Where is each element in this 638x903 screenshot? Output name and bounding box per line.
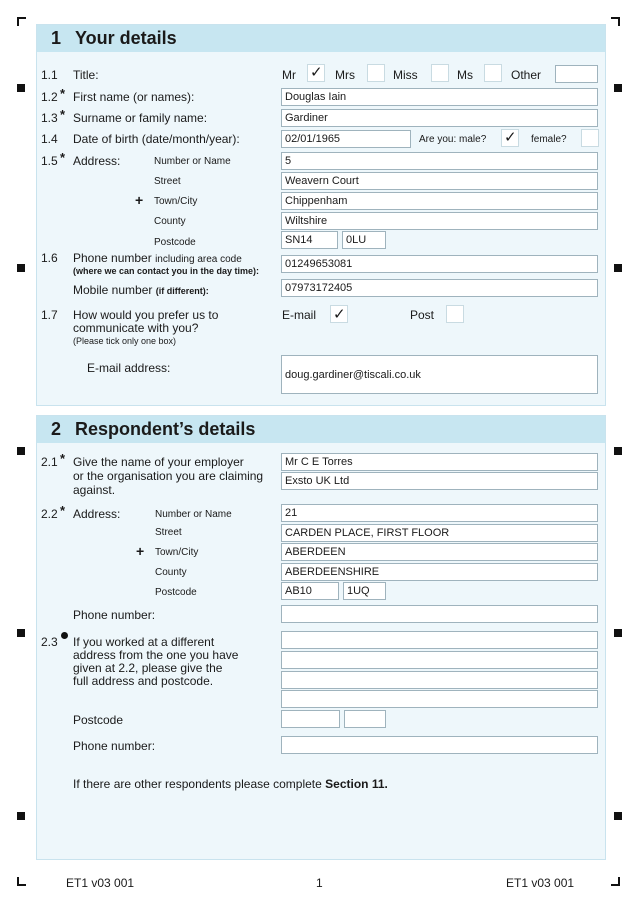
optional-bullet-icon [61,632,68,639]
question-number: 1.4 [41,132,58,146]
date-of-birth-field[interactable]: 02/01/1965 [281,130,411,148]
respondent-number-field[interactable]: 21 [281,504,598,522]
respondent-street-label: Street [155,527,182,538]
email-address-field[interactable]: doug.gardiner@tiscali.co.uk [281,355,598,394]
postcode-part2-field[interactable]: 0LU [342,231,386,249]
different-address-label-line2: address from the one you have [73,648,239,662]
email-option-label: E-mail [282,308,317,322]
plus-icon: + [136,543,145,559]
employer-name-field[interactable]: Mr C E Torres [281,453,598,471]
registration-mark [614,264,622,272]
respondent-postcode-part1-field[interactable]: AB10 [281,582,339,600]
employer-organisation-field[interactable]: Exsto UK Ltd [281,472,598,490]
gender-male-label: Are you: male? [419,134,487,145]
plus-icon: + [135,192,144,208]
crop-mark-top-left [17,17,26,26]
required-asterisk: * [60,150,66,165]
phone-field[interactable]: 01249653081 [281,255,598,273]
respondent-phone-field[interactable] [281,605,598,623]
communicate-note: (Please tick only one box) [73,336,177,346]
section-number: 1 [51,28,62,48]
registration-mark [614,84,622,92]
respondent-town-label: Town/City [155,547,199,558]
address-county-label: County [154,216,186,227]
respondent-postcode-label: Postcode [155,587,197,598]
respondent-address-label: Address: [73,507,121,521]
question-number: 1.3 [41,111,58,125]
registration-mark [17,264,25,272]
respondent-town-field[interactable]: ABERDEEN [281,543,598,561]
other-respondents-note: If there are other respondents please complete Section 11. [73,777,388,791]
registration-mark [17,447,25,455]
employer-label-line1: Give the name of your employer [73,455,244,469]
required-asterisk: * [60,503,66,518]
email-address-label: E-mail address: [87,361,171,375]
work-phone-field[interactable] [281,736,598,754]
title-ms-checkbox[interactable] [484,64,502,82]
different-address-label-line4: full address and postcode. [73,674,214,688]
work-address-line4-field[interactable] [281,690,598,708]
question-number: 1.6 [41,251,58,265]
employer-label-line3: against. [73,483,116,497]
title-option-miss: Miss [393,68,418,82]
section-number: 2 [51,419,62,439]
address-label: Address: [73,154,121,168]
address-number-field[interactable]: 5 [281,152,598,170]
title-miss-checkbox[interactable] [431,64,449,82]
first-name-field[interactable]: Douglas Iain [281,88,598,106]
page-number: 1 [316,876,323,890]
crop-mark-bottom-left [17,877,26,886]
title-option-mr: Mr [282,68,296,82]
work-postcode-label: Postcode [73,713,124,727]
different-address-label-line1: If you worked at a different [73,635,215,649]
required-asterisk: * [60,107,66,122]
first-name-label: First name (or names): [73,90,195,104]
address-town-field[interactable]: Chippenham [281,192,598,210]
mobile-field[interactable]: 07973172405 [281,279,598,297]
registration-mark [614,629,622,637]
work-postcode-part1-field[interactable] [281,710,340,728]
title-option-other: Other [511,68,542,82]
address-number-label: Number or Name [154,156,231,167]
communicate-label-line1: How would you prefer us to [73,308,219,322]
question-number: 1.1 [41,68,58,82]
registration-mark [17,84,25,92]
title-option-mrs: Mrs [335,68,355,82]
question-number: 2.3 [41,635,58,649]
work-address-line2-field[interactable] [281,651,598,669]
title-other-field[interactable] [555,65,598,83]
required-asterisk: * [60,86,66,101]
title-option-ms: Ms [457,68,473,82]
post-checkbox[interactable] [446,305,464,323]
surname-field[interactable]: Gardiner [281,109,598,127]
section-title: Your details [75,28,177,48]
crop-mark-bottom-right [611,877,620,886]
registration-mark [17,629,25,637]
communicate-label-line2: communicate with you? [73,321,199,335]
footer-form-code-left: ET1 v03 001 [66,876,135,890]
respondent-county-field[interactable]: ABERDEENSHIRE [281,563,598,581]
title-mrs-checkbox[interactable] [367,64,385,82]
respondent-street-field[interactable]: CARDEN PLACE, FIRST FLOOR [281,524,598,542]
mobile-label: Mobile number (if different): [73,283,209,297]
question-number: 2.2 [41,507,58,521]
work-address-line3-field[interactable] [281,671,598,689]
phone-label: Phone number including area code [73,251,242,265]
work-address-line1-field[interactable] [281,631,598,649]
registration-mark [614,812,622,820]
postcode-part1-field[interactable]: SN14 [281,231,338,249]
address-county-field[interactable]: Wiltshire [281,212,598,230]
work-phone-label: Phone number: [73,739,156,753]
surname-label: Surname or family name: [73,111,208,125]
crop-mark-top-right [611,17,620,26]
section-title: Respondent’s details [75,419,256,439]
footer-form-code-right: ET1 v03 001 [506,876,575,890]
phone-note: (where we can contact you in the day time): [73,266,260,276]
title-label: Title: [73,68,99,82]
tick-mark: ✓ [333,305,346,323]
work-postcode-part2-field[interactable] [344,710,386,728]
female-checkbox[interactable] [581,129,599,147]
respondent-phone-label: Phone number: [73,608,156,622]
post-option-label: Post [410,308,435,322]
different-address-label-line3: given at 2.2, please give the [73,661,223,675]
employer-label-line2: or the organisation you are claiming [73,469,264,483]
registration-mark [614,447,622,455]
gender-female-label: female? [531,134,567,145]
address-street-label: Street [154,176,181,187]
required-asterisk: * [60,451,66,466]
address-town-label: Town/City [154,196,198,207]
tick-mark: ✓ [310,63,323,81]
respondent-number-label: Number or Name [155,509,232,520]
date-of-birth-label: Date of birth (date/month/year): [73,132,240,146]
respondent-postcode-part2-field[interactable]: 1UQ [343,582,386,600]
registration-mark [17,812,25,820]
question-number: 1.2 [41,90,58,104]
address-street-field[interactable]: Weavern Court [281,172,598,190]
respondent-county-label: County [155,567,187,578]
question-number: 1.5 [41,154,58,168]
question-number: 2.1 [41,455,58,469]
tick-mark: ✓ [504,128,517,146]
address-postcode-label: Postcode [154,237,196,248]
question-number: 1.7 [41,308,58,322]
